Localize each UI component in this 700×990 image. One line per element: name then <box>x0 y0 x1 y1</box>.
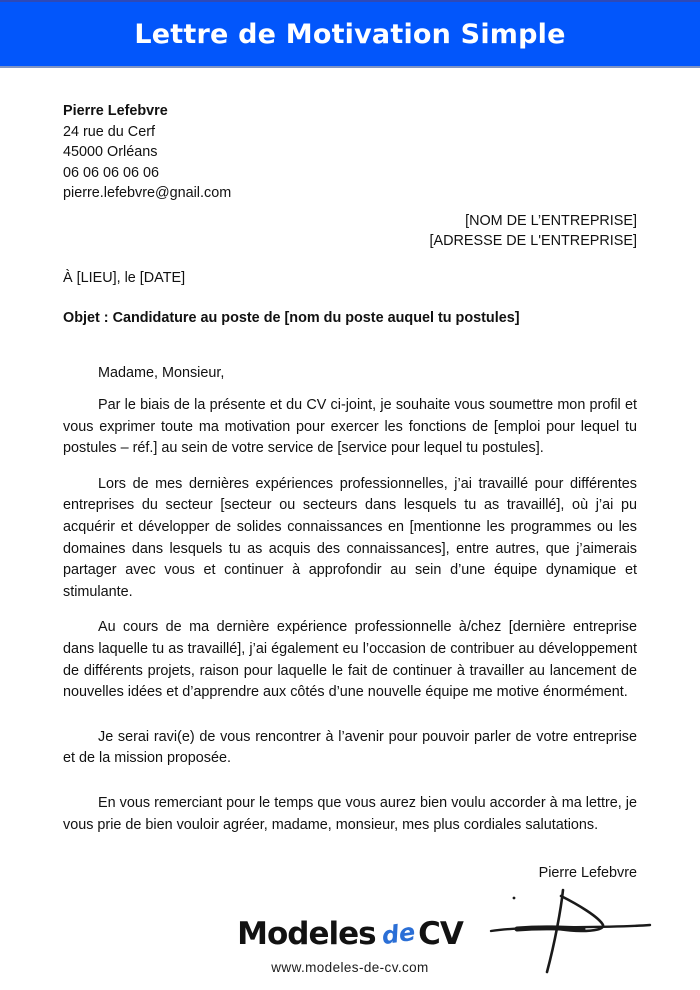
sender-phone: 06 06 06 06 06 <box>63 164 160 181</box>
subject-line: Objet : Candidature au poste de [nom du poste auquel tu postules] <box>63 309 520 326</box>
sender-email: pierre.lefebvre@gnail.com <box>63 185 232 201</box>
sender-address-line1: 24 rue du Cerf <box>63 123 155 140</box>
footer <box>0 916 700 975</box>
page-title: Lettre de Motivation Simple <box>134 18 566 50</box>
sender-address-line2: 45000 Orléans <box>63 144 158 160</box>
sender-block <box>63 101 637 204</box>
recipient-company-name: [NOM DE L’ENTREPRISE] <box>465 212 637 229</box>
signature-name: Pierre Lefebvre <box>538 865 637 882</box>
recipient-block <box>63 211 637 251</box>
logo-word-de: de <box>379 917 417 951</box>
paragraph-last-job: Au cours de ma dernière expérience professionnelle à/chez [dernière entreprise dans laquelle tu as travaillé], j’ai également eu l’occasion de contribuer au développement de différents projets, raison pour laquelle le fait de continuer à travailler au lancement de nouvelles idées et d’apprendre aux côtés d’une nouvelle équipe me motive énormément. <box>63 619 637 701</box>
paragraph-intro: Par le biais de la présente et du CV ci-joint, je souhaite vous soumettre mon profil et vous exprimer toute ma motivation pour exercer les fonctions de [emploi pour lequel tu postules – réf.] au sein de votre service de [service pour lequel tu postules]. <box>63 397 637 457</box>
sender-name: Pierre Lefebvre <box>63 103 168 119</box>
logo-word-cv: CV <box>418 916 463 952</box>
paragraph-experience: Lors de mes dernières expériences professionnelles, j’ai travaillé pour différentes entreprises du secteur [secteur ou secteurs dans lesquels tu as travaillé], où j’ai pu acquérir et développer de solides connaissances en [mentionne les programmes ou les domaines dans lesquels tu as acquis des connaissances], entre autres, que j’aimerais partager avec vous et continuer à approfondir au sein d’une équipe dynamique et stimulante. <box>63 475 637 600</box>
logo-word-modeles: Modeles <box>237 916 376 952</box>
place-date-line: À [LIEU], le [DATE] <box>63 269 186 286</box>
website-url: www.modeles-de-cv.com <box>271 960 429 975</box>
recipient-company-address: [ADRESSE DE L'ENTREPRISE] <box>429 232 637 249</box>
salutation: Madame, Monsieur, <box>98 364 225 381</box>
paragraph-meeting: Je serai ravi(e) de vous rencontrer à l’avenir pour pouvoir parler de votre entreprise et de la mission proposée. <box>63 728 637 767</box>
modeles-de-cv-logo <box>237 916 463 952</box>
title-banner <box>0 0 700 68</box>
letter-body <box>63 363 637 837</box>
letter-content <box>0 101 700 981</box>
paragraph-closing: En vous remerciant pour le temps que vous aurez bien voulu accorder à ma lettre, je vous prie de bien vouloir agréer, madame, monsieur, mes plus cordiales salutations. <box>63 795 637 833</box>
